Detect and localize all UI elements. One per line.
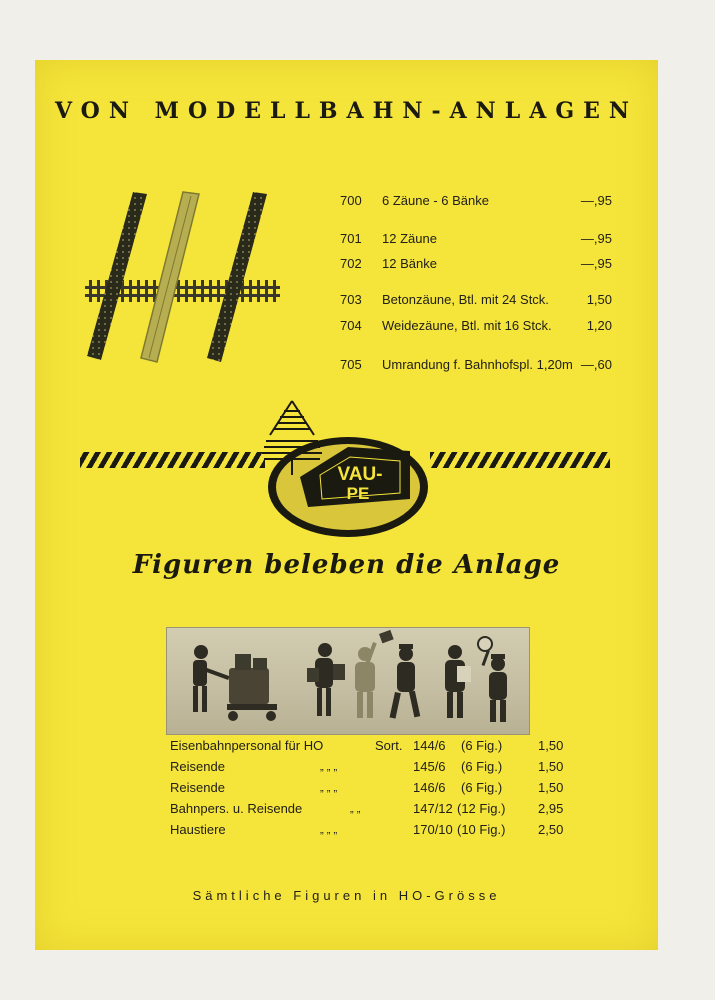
price-row (340, 256, 640, 274)
item-price: 1,50 (538, 738, 564, 753)
footer-note: Sämtliche Figuren in HO-Grösse (192, 888, 501, 903)
slogan: Figuren beleben die Anlage (132, 550, 561, 580)
item-code: 145/6 (413, 759, 446, 774)
stripe-bar-right (430, 452, 610, 468)
item-name: Eisenbahnpersonal für HO (170, 738, 324, 753)
table-row (170, 801, 564, 819)
item-number: 702 (340, 256, 362, 271)
item-number: 704 (340, 318, 362, 333)
price-row (340, 292, 640, 310)
item-price: 1,50 (538, 780, 564, 795)
logo-emblem (260, 395, 430, 540)
item-name: Reisende (170, 780, 225, 795)
item-code: 170/10 (413, 822, 453, 837)
item-code: 146/6 (413, 780, 446, 795)
table-row (170, 822, 564, 840)
price-row (340, 357, 640, 375)
item-price: 2,50 (538, 822, 564, 837)
item-price: —,95 (580, 193, 612, 208)
figure-count: (10 Fig.) (457, 822, 506, 837)
ditto-marks: „ „ „ (320, 824, 338, 836)
catalog-page (35, 60, 658, 950)
logo-line-2: PE (346, 484, 370, 503)
fence-bench-illustration (85, 190, 285, 370)
item-description: 6 Zäune - 6 Bänke (382, 193, 489, 208)
table-row (170, 738, 564, 756)
item-description: 12 Bänke (382, 256, 437, 271)
vaupe-logo (260, 395, 430, 540)
figure-count: (6 Fig.) (461, 759, 503, 774)
sort-label: Sort. (375, 738, 403, 753)
item-price: 1,50 (586, 292, 612, 307)
item-number: 700 (340, 193, 362, 208)
stripe-bar-left (80, 452, 265, 468)
item-code: 144/6 (413, 738, 446, 753)
table-row (170, 759, 564, 777)
ditto-marks: „ „ „ (320, 782, 338, 794)
item-price: —,95 (580, 231, 612, 246)
item-price: 2,95 (538, 801, 564, 816)
item-price: 1,20 (586, 318, 612, 333)
item-price: —,60 (580, 357, 612, 372)
item-number: 705 (340, 357, 362, 372)
logo-line-1: VAU- (337, 464, 383, 485)
ditto-marks: „ „ (350, 803, 361, 815)
item-description: Weidezäune, Btl. mit 16 Stck. (382, 318, 552, 333)
item-number: 701 (340, 231, 362, 246)
price-row (340, 318, 640, 336)
figure-count: (6 Fig.) (461, 780, 503, 795)
figure-silhouettes (167, 628, 529, 734)
item-description: Umrandung f. Bahnhofspl. 1,20m (382, 357, 573, 372)
item-name: Haustiere (170, 822, 226, 837)
item-number: 703 (340, 292, 362, 307)
table-row (170, 780, 564, 798)
ditto-marks: „ „ „ (320, 761, 338, 773)
price-row (340, 193, 640, 211)
item-code: 147/12 (413, 801, 453, 816)
item-price: 1,50 (538, 759, 564, 774)
item-name: Reisende (170, 759, 225, 774)
figures-photo (166, 627, 530, 735)
item-name: Bahnpers. u. Reisende (170, 801, 303, 816)
price-row (340, 231, 640, 249)
item-price: —,95 (580, 256, 612, 271)
figure-count: (12 Fig.) (457, 801, 506, 816)
item-description: Betonzäune, Btl. mit 24 Stck. (382, 292, 549, 307)
figure-count: (6 Fig.) (461, 738, 503, 753)
item-description: 12 Zäune (382, 231, 437, 246)
page-heading: VON MODELLBAHN-ANLAGEN (55, 98, 638, 124)
